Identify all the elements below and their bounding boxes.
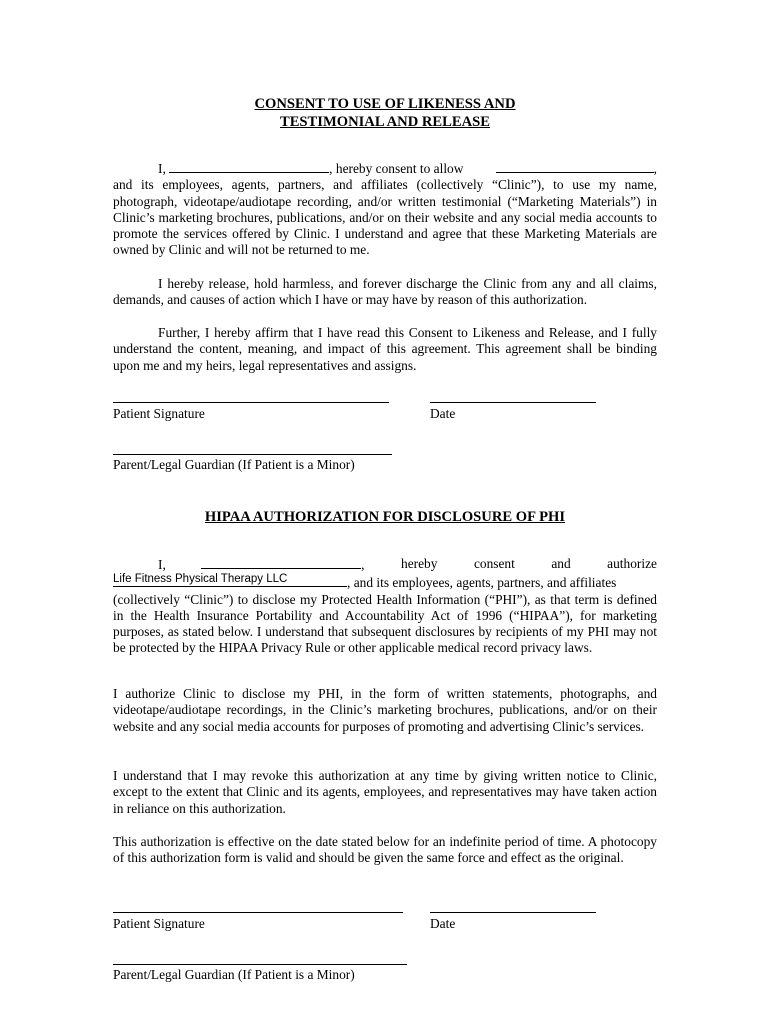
- hipaa-authorize: authorize: [607, 556, 657, 571]
- consent-allow-group: [496, 160, 657, 177]
- hipaa-line-1: [113, 556, 657, 573]
- hipaa-patient-name-field[interactable]: [201, 556, 361, 569]
- consent-paragraph-1: [113, 160, 657, 259]
- clinic-name-field[interactable]: [496, 160, 654, 173]
- hipaa-line2-rest: , and its employees, agents, partners, and affiliates: [347, 575, 617, 591]
- hipaa-i-group: [158, 556, 365, 573]
- consent-line-1: [113, 160, 657, 177]
- consent-hereby-text: , hereby consent to allow: [329, 161, 464, 176]
- guardian-label: Parent/Legal Guardian (If Patient is a Minor): [113, 457, 355, 472]
- consent-body-text: and its employees, agents, partners, and affiliates (collectively “Clinic”), to use my name, photograph, videotape/audiotape recording, and/or written testimonial (“Marketing Materials”) in Clinic’s marketing brochures, publications, and/or on their website and any social media accounts to promote the services offered by Clinic. I understand and agree that these Marketing Materials are owned by Clinic and will not be returned to me.: [113, 177, 657, 258]
- hipaa-guardian-signature-line[interactable]: [113, 964, 407, 965]
- hipaa-paragraph-4: This authorization is effective on the date stated below for an indefinite period of time. A photocopy of this authorization form is valid and should be given the same force and effect as the original.: [113, 834, 657, 866]
- consent-title-line1: CONSENT TO USE OF LIKENESS AND: [254, 96, 516, 112]
- hipaa-patient-signature-label: Patient Signature: [113, 916, 205, 931]
- date-line[interactable]: [430, 402, 596, 403]
- consent-comma: ,: [653, 161, 657, 176]
- hipaa-title: HIPAA AUTHORIZATION FOR DISCLOSURE OF PHI: [204, 509, 566, 525]
- hipaa-paragraph-3: I understand that I may revoke this authorization at any time by giving written notice to Clinic, except to the extent that Clinic and its agents, employees, and representatives may have taken action in reliance on this authorization.: [113, 768, 657, 816]
- hipaa-clinic-group: [113, 573, 616, 591]
- hipaa-consent: consent: [473, 556, 515, 571]
- guardian-signature-line[interactable]: [113, 454, 392, 455]
- hipaa-date-line[interactable]: [430, 912, 596, 913]
- hipaa-guardian-label: Parent/Legal Guardian (If Patient is a Minor): [113, 967, 355, 982]
- hipaa-and: and: [551, 556, 571, 571]
- hipaa-paragraph-2: I authorize Clinic to disclose my PHI, in the form of written statements, photographs, and videotape/audiotape recordings, in the Clinic’s marketing brochures, publications, and/or on their website and any social media accounts for purposes of promoting and advertising Clinic’s services.: [113, 686, 657, 734]
- patient-name-field[interactable]: [169, 160, 329, 173]
- hipaa-paragraph-1: [113, 556, 657, 657]
- date-label: Date: [430, 406, 456, 421]
- consent-i-label: [158, 160, 463, 177]
- consent-paragraph-3: Further, I hereby affirm that I have read this Consent to Likeness and Release, and I fully understand the content, meaning, and impact of this agreement. This agreement shall be binding upon me and my heirs, legal representatives and assigns.: [113, 325, 657, 373]
- hipaa-line-2: [113, 573, 657, 591]
- hipaa-i-text: I,: [158, 557, 166, 572]
- consent-title-line2: TESTIMONIAL AND RELEASE: [279, 114, 491, 130]
- hipaa-date-label: Date: [430, 916, 456, 931]
- hipaa-hereby: hereby: [401, 556, 438, 571]
- hipaa-body-text: (collectively “Clinic”) to disclose my Protected Health Information (“PHI”), as that term is defined in the Health Insurance Portability and Accountability Act of 1996 (“HIPAA”), for marketing purposes, as stated below. I understand that subsequent disclosures by recipients of my PHI may not be protected by the HIPAA Privacy Rule or other applicable medical record privacy laws.: [113, 591, 657, 656]
- consent-i-text: I,: [158, 161, 166, 176]
- clinic-name-filled-field[interactable]: Life Fitness Physical Therapy LLC: [113, 573, 347, 587]
- hipaa-patient-signature-line[interactable]: [113, 912, 403, 913]
- consent-title: [0, 95, 770, 131]
- patient-signature-line[interactable]: [113, 402, 389, 403]
- patient-signature-label: Patient Signature: [113, 406, 205, 421]
- hipaa-comma: ,: [361, 557, 365, 572]
- consent-paragraph-2: I hereby release, hold harmless, and forever discharge the Clinic from any and all claims, demands, and causes of action which I have or may have by reason of this authorization.: [113, 276, 657, 308]
